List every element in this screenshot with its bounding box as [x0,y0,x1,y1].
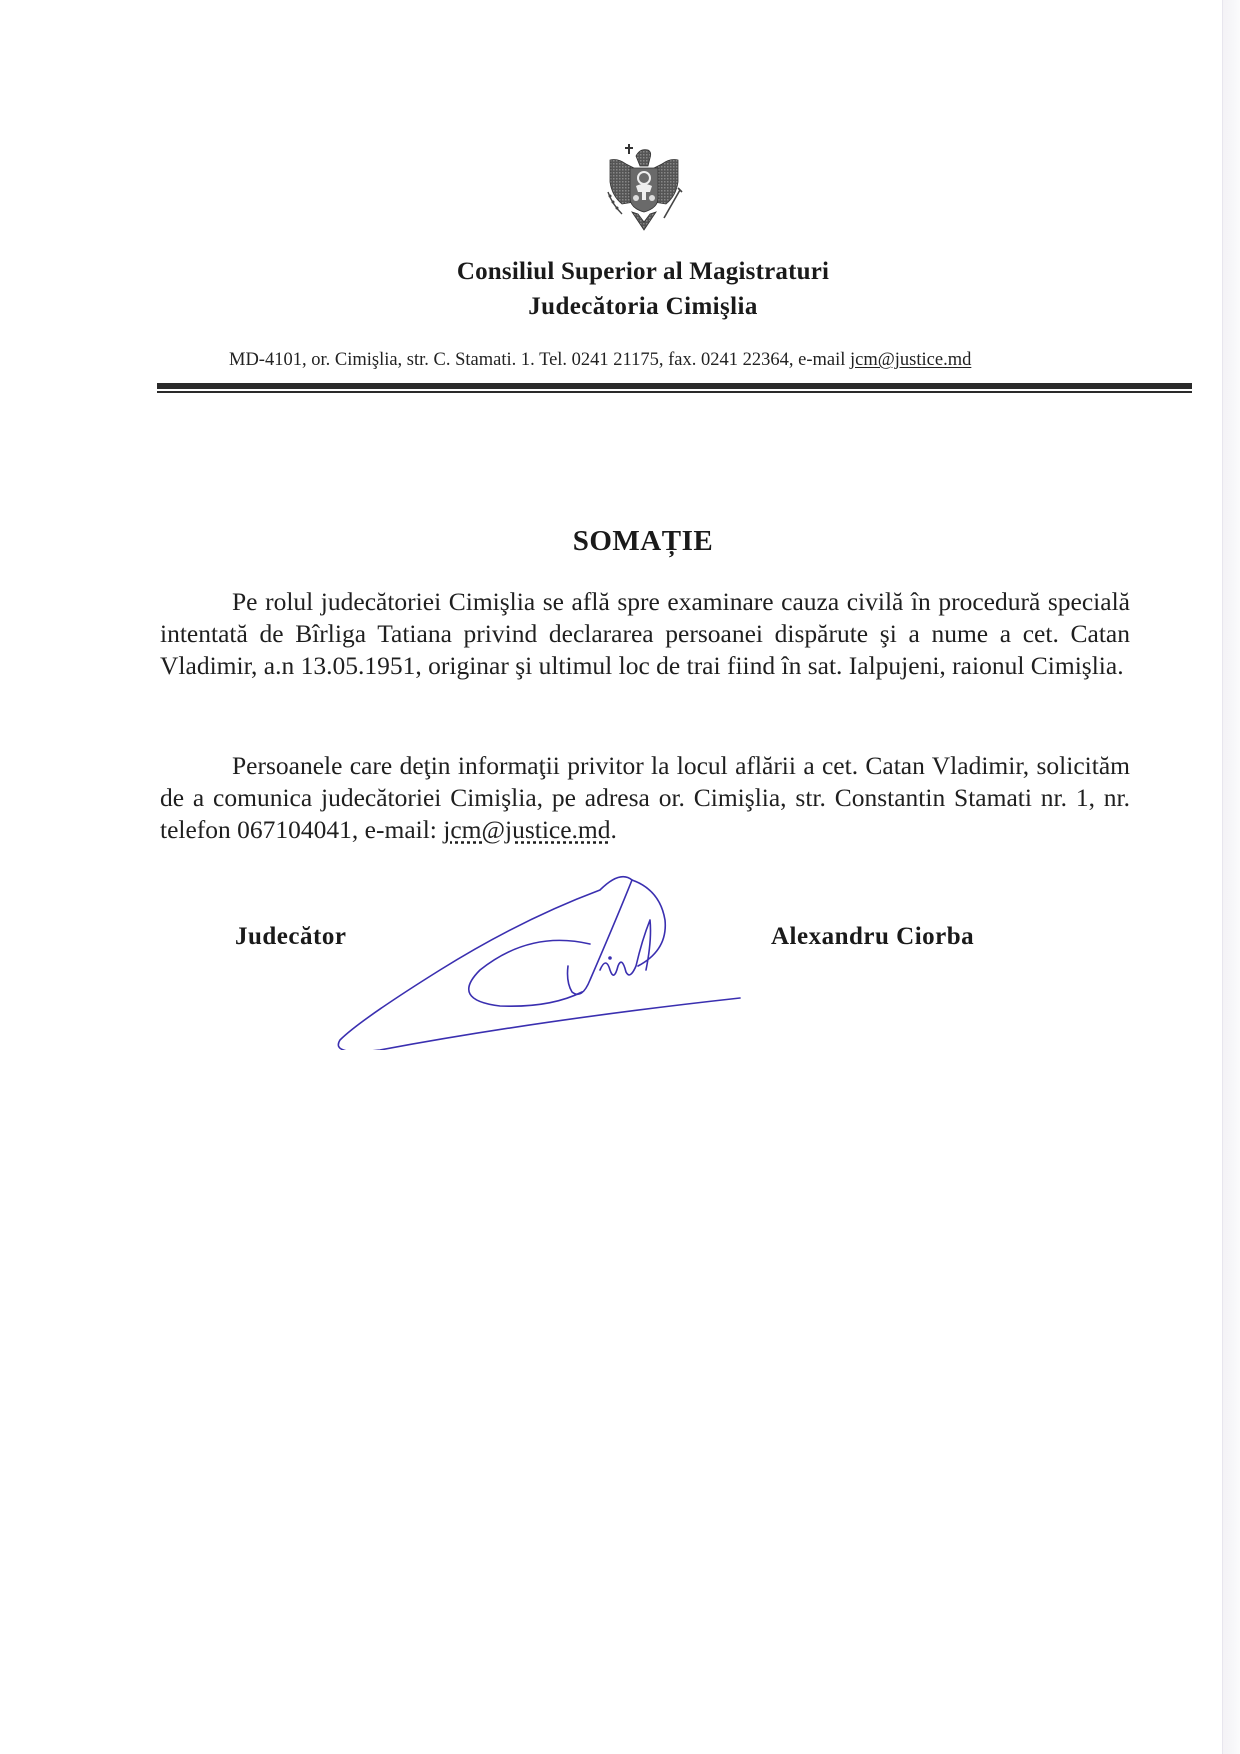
paragraph-1 [160,586,1130,682]
letterhead-email-link[interactable]: jcm@justice.md [850,350,972,370]
letterhead-rule-thick [157,383,1192,389]
paragraph-2-trailing: . [610,815,617,844]
paragraph-2 [160,750,1130,846]
court-name: Judecătoria Cimişlia [528,293,758,320]
handwritten-signature [320,870,760,1050]
signatory-role: Judecător [235,923,347,950]
document-title: SOMAȚIE [572,525,714,557]
letterhead-rule-thin [157,391,1192,393]
contact-email-link[interactable]: jcm@justice.md [443,815,611,844]
org-name: Consiliul Superior al Magistraturi [456,258,830,285]
cross-icon [625,144,633,154]
paragraph-1-text: Pe rolul judecătoriei Cimişlia se află spre examinare cauza civilă în procedură specială intentată de Bîrliga Tatiana privind declararea persoanei dispărute şi a nume a cet. Catan Vladimir, a.n 13.05.1951, originar şi ultimul loc de trai fiind în sat. Ialpujeni, raionul Cimişlia. [160,587,1130,680]
paragraph-2-text: Persoanele care deţin informaţii privitor la locul aflării a cet. Catan Vladimir, solicităm de a comunica judecătoriei Cimişlia, pe adresa or. Cimişlia, str. Constantin Stamati nr. 1, nr. telefon 067104041, e-mail: [160,751,1130,844]
coat-of-arms-emblem [604,142,684,234]
address-text: MD-4101, or. Cimişlia, str. C. Stamati. 1. Tel. 0241 21175, fax. 0241 22364, e-mail [229,350,850,370]
letterhead-address [229,350,971,371]
signatory-name: Alexandru Ciorba [771,923,975,950]
